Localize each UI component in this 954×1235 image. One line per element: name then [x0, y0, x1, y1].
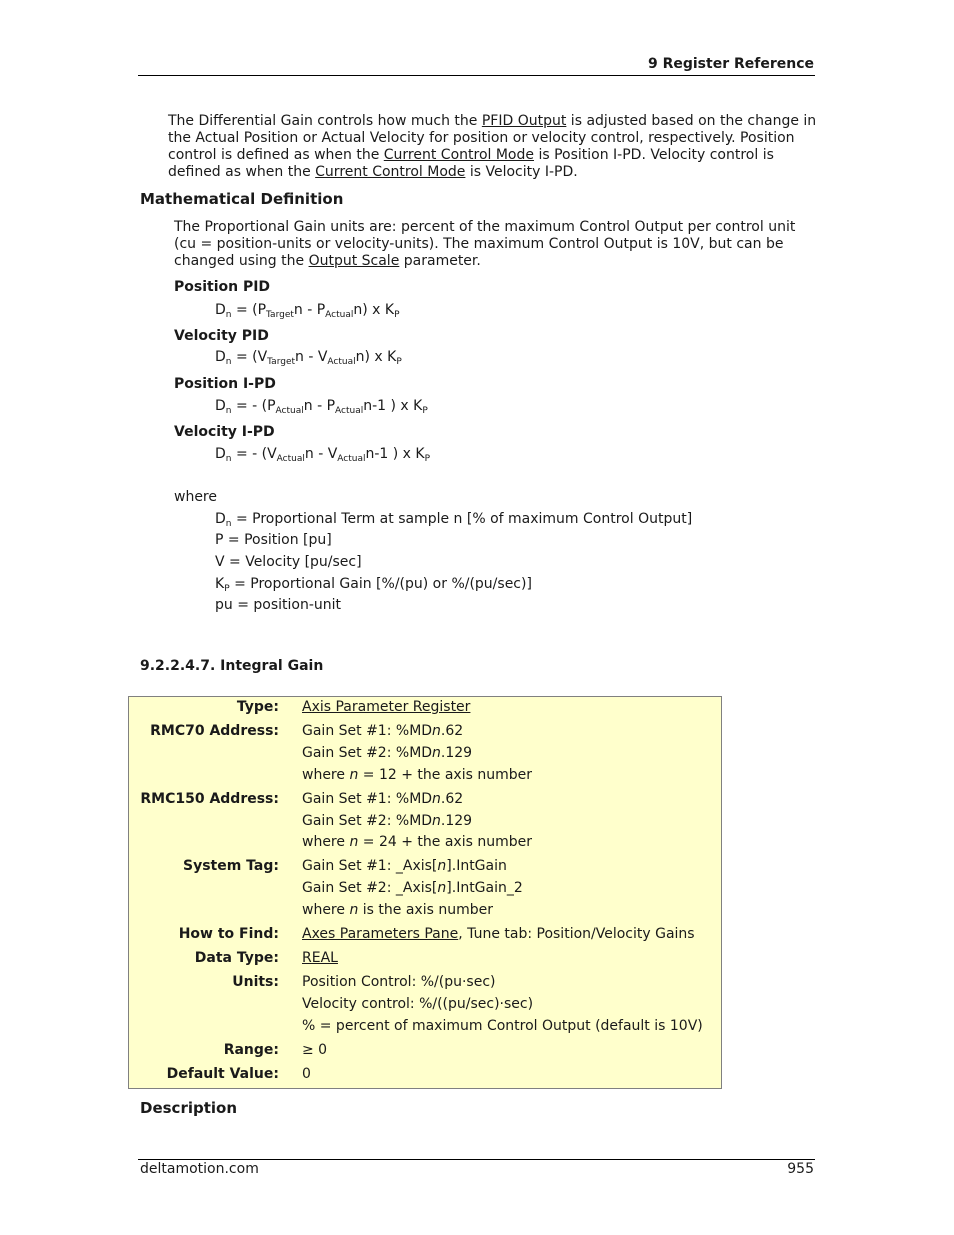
- definition-v: V = Velocity [pu/sec]: [215, 554, 362, 570]
- rmc150-gain-set-2: Gain Set #2: %MDn.129: [302, 813, 473, 829]
- system-tag-label: System Tag:: [182, 858, 279, 874]
- how-to-find-value: Axes Parameters Pane, Tune tab: Position/Velocity Gains: [302, 926, 695, 942]
- rmc150-gain-set-1: Gain Set #1: %MDn.62: [302, 791, 464, 807]
- header-divider: [138, 75, 815, 76]
- units-position: Position Control: %/(pu·sec): [302, 974, 496, 990]
- data-type-label: Data Type:: [194, 950, 279, 966]
- range-value: ≥ 0: [302, 1042, 328, 1058]
- intro-paragraph: The Differential Gain controls how much the PFID Output is adjusted based on the change in the Actual Position or Actual Velocity for position or velocity control, respectively. Position control is defined as when the Current Control Mode is Position I-PD. Velocity control is defined as when the Current Control Mode is Velocity I-PD.: [168, 113, 817, 180]
- position-pid-title: Position PID: [174, 279, 271, 295]
- pfid-output-link[interactable]: PFID Output: [481, 113, 567, 129]
- math-paragraph: The Proportional Gain units are: percent of the maximum Control Output per control unit (cu = position-units or velocity-units). The maximum Control Output is 10V, but can be changed using the Output Scale parameter.: [174, 219, 796, 269]
- current-control-mode-link[interactable]: Current Control Mode: [315, 164, 466, 180]
- units-velocity: Velocity control: %/((pu/sec)·sec): [302, 996, 534, 1012]
- definition-p: P = Position [pu]: [215, 532, 332, 548]
- axis-parameter-register-link[interactable]: Axis Parameter Register: [302, 699, 471, 715]
- rmc70-address-label: RMC70 Address:: [150, 723, 279, 739]
- type-label: Type:: [236, 699, 279, 715]
- velocity-pid-title: Velocity PID: [174, 328, 269, 344]
- rmc70-gain-set-2: Gain Set #2: %MDn.129: [302, 745, 473, 761]
- page-number: 955: [787, 1161, 814, 1177]
- where-label: where: [174, 489, 217, 505]
- position-pid-equation: $D_n = (P_{Target}n - P_{Actual}n)$ x $K_P$: [215, 302, 400, 320]
- range-label: Range:: [223, 1042, 279, 1058]
- definition-pu: pu = position-unit: [215, 597, 342, 613]
- rmc150-address-label: RMC150 Address:: [140, 791, 279, 807]
- current-control-mode-link[interactable]: Current Control Mode: [383, 147, 534, 163]
- integral-gain-heading: 9.2.2.4.7. Integral Gain: [140, 658, 324, 674]
- default-value-label: Default Value:: [166, 1066, 279, 1082]
- velocity-pid-equation: $D_n = (V_{Target}n - V_{Actual}n)$ x $K_P$: [215, 349, 402, 367]
- running-header: 9 Register Reference: [647, 56, 814, 72]
- units-percent-note: % = percent of maximum Control Output (default is 10V): [302, 1018, 703, 1034]
- footer-site: deltamotion.com: [140, 1161, 259, 1177]
- how-to-find-label: How to Find:: [178, 926, 279, 942]
- units-label: Units:: [232, 974, 279, 990]
- position-ipd-title: Position I-PD: [174, 376, 276, 392]
- output-scale-link[interactable]: Output Scale: [308, 253, 400, 269]
- velocity-ipd-equation: $D_n$ = - ($V_{Actual}n - V_{Actual}n-1$ ) x $K_P$: [215, 446, 431, 464]
- definition-d: $D_n$ = Proportional Term at sample n [% of maximum Control Output]: [215, 511, 693, 529]
- rmc70-where: where n = 12 + the axis number: [302, 767, 532, 783]
- definition-k: $K_P$ = Proportional Gain [%/(pu) or %/(pu/sec)]: [215, 576, 532, 594]
- footer-divider: [138, 1159, 815, 1160]
- velocity-ipd-title: Velocity I-PD: [174, 424, 275, 440]
- axes-parameters-pane-link[interactable]: Axes Parameters Pane: [302, 926, 459, 942]
- description-heading: Description: [140, 1099, 238, 1117]
- rmc70-gain-set-1: Gain Set #1: %MDn.62: [302, 723, 464, 739]
- position-ipd-equation: $D_n$ = - ($P_{Actual}n - P_{Actual}n-1$ ) x $K_P$: [215, 398, 428, 416]
- system-tag-where: where n is the axis number: [302, 902, 493, 918]
- default-value: 0: [302, 1066, 311, 1082]
- system-tag-gain-set-1: Gain Set #1: _Axis[n].IntGain: [302, 858, 507, 874]
- rmc150-where: where n = 24 + the axis number: [302, 834, 532, 850]
- math-heading: Mathematical Definition: [140, 190, 344, 208]
- real-type-link[interactable]: REAL: [302, 950, 338, 966]
- system-tag-gain-set-2: Gain Set #2: _Axis[n].IntGain_2: [302, 880, 523, 896]
- register-info-box: [128, 696, 722, 1089]
